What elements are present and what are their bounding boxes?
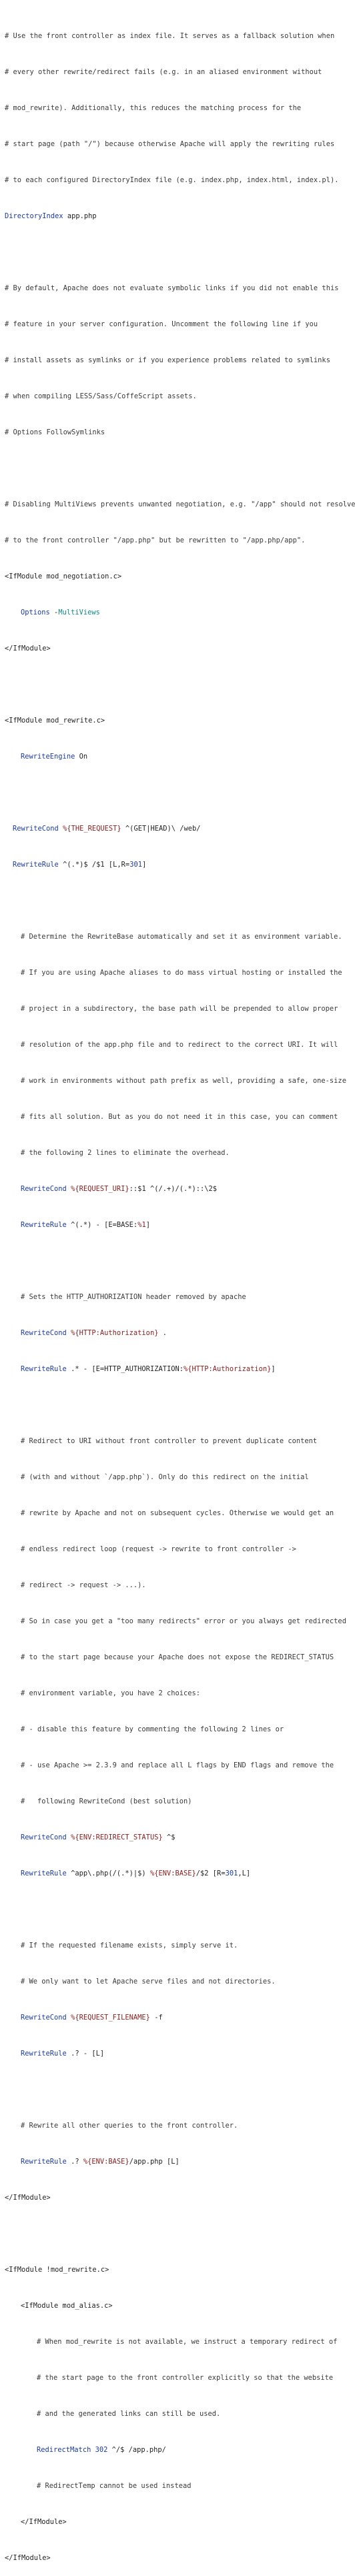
blank-line xyxy=(5,2228,347,2240)
directive-keyword: RewriteRule xyxy=(13,861,59,869)
comment-line: # Options FollowSymlinks xyxy=(5,428,105,436)
directive-keyword: RewriteEngine xyxy=(21,753,75,761)
directive-keyword: RewriteCond xyxy=(13,825,59,833)
directive-keyword: RedirectMatch xyxy=(37,2446,91,2454)
directive-line xyxy=(5,606,347,618)
comment-line: # when compiling LESS/Sass/CoffeScript assets. xyxy=(5,392,197,400)
blank-line xyxy=(5,1399,347,1411)
directive-keyword: RewriteCond xyxy=(21,2014,67,2022)
comment-line: # When mod_rewrite is not available, we instruct a temporary redirect of xyxy=(37,2338,338,2346)
comment-line: # - disable this feature by commenting the following 2 lines or xyxy=(21,1725,284,1733)
blank-line xyxy=(5,246,347,258)
blank-line xyxy=(5,1255,347,1267)
comment-line: # Redirect to URI without front controller to prevent duplicate content xyxy=(21,1437,318,1445)
directive-line xyxy=(5,1831,347,1843)
directive-argument: ^(GET|HEAD)\ /web/ xyxy=(121,825,201,833)
directive-line xyxy=(5,2048,347,2060)
ifmodule-open-tag: <IfModule mod_negotiation.c> xyxy=(5,572,122,580)
directive-argument: ,L] xyxy=(238,1869,251,1877)
directive-line xyxy=(5,210,347,222)
comment-line: # rewrite by Apache and not on subsequent cycles. Otherwise we would get an xyxy=(21,1509,334,1517)
comment-line: # resolution of the app.php file and to redirect to the correct URI. It will xyxy=(21,1041,338,1049)
directive-argument: ^$ xyxy=(162,1833,175,1841)
comment-line: # So in case you get a "too many redirects" error or you always get redirected xyxy=(21,1617,346,1625)
directive-line xyxy=(5,1183,347,1195)
directive-keyword: RewriteRule xyxy=(21,2158,67,2166)
status-code: 302 xyxy=(91,2446,108,2454)
ifmodule-close-tag: </IfModule> xyxy=(21,2518,67,2526)
comment-line: # If the requested filename exists, simply serve it. xyxy=(21,1942,238,1950)
directive-argument: /$2 [R= xyxy=(196,1869,226,1877)
comment-line: # environment variable, you have 2 choices: xyxy=(21,1689,200,1697)
comment-line: # feature in your server configuration. Uncomment the following line if you xyxy=(5,320,318,328)
blank-line xyxy=(5,895,347,907)
directive-argument: /app.php [L] xyxy=(129,2158,180,2166)
directive-argument: On xyxy=(75,753,88,761)
ifmodule-open-tag: <IfModule mod_alias.c> xyxy=(21,2302,113,2310)
server-variable: %{ENV:BASE} xyxy=(83,2158,129,2166)
comment-line: # fits all solution. But as you do not need it in this case, you can comment xyxy=(21,1113,338,1121)
comment-line: # Rewrite all other queries to the front controller. xyxy=(21,2122,238,2130)
blank-line xyxy=(5,1903,347,1915)
directive-argument: ] xyxy=(271,1365,276,1373)
ifmodule-open-tag: <IfModule mod_rewrite.c> xyxy=(5,717,105,725)
comment-line: # RedirectTemp cannot be used instead xyxy=(37,2482,192,2490)
directive-argument: . xyxy=(158,1329,167,1337)
blank-line xyxy=(5,787,347,799)
comment-line: # If you are using Apache aliases to do mass virtual hosting or installed the xyxy=(21,969,342,977)
directive-keyword: RewriteCond xyxy=(21,1833,67,1841)
directive-keyword: RewriteRule xyxy=(21,1869,67,1877)
directive-keyword: RewriteCond xyxy=(21,1185,67,1193)
directive-line xyxy=(5,1867,347,1879)
comment-line: # to the start page because your Apache does not expose the REDIRECT_STATUS xyxy=(21,1653,334,1661)
comment-line: # work in environments without path prefix as well, providing a safe, one-size xyxy=(21,1077,346,1085)
comment-line: # redirect -> request -> ...). xyxy=(21,1581,146,1589)
ifmodule-close-tag: </IfModule> xyxy=(5,2194,51,2202)
directive-argument: - xyxy=(49,608,59,616)
comment-line: # - use Apache >= 2.3.9 and replace all L flags by END flags and remove the xyxy=(21,1761,334,1769)
directive-line xyxy=(5,2012,347,2024)
directive-line xyxy=(5,1363,347,1375)
ifmodule-open-tag: <IfModule !mod_rewrite.c> xyxy=(5,2266,109,2274)
comment-line: # Disabling MultiViews prevents unwanted negotiation, e.g. "/app" should not resolve xyxy=(5,500,355,508)
directive-value: MultiViews xyxy=(58,608,100,616)
directive-argument: .? xyxy=(66,2158,83,2166)
comment-line: # project in a subdirectory, the base path will be prepended to allow proper xyxy=(21,1005,338,1013)
server-variable: %{REQUEST_URI} xyxy=(66,1185,129,1193)
comment-line: # to the front controller "/app.php" but be rewritten to "/app.php/app". xyxy=(5,536,306,544)
directive-line xyxy=(5,2444,347,2456)
server-variable: %{ENV:BASE} xyxy=(149,1869,196,1877)
server-variable: %{ENV:REDIRECT_STATUS} xyxy=(66,1833,163,1841)
server-variable: %{HTTP:Authorization} xyxy=(184,1365,272,1373)
comment-line: # and the generated links can still be used. xyxy=(37,2410,221,2418)
directive-argument: -f xyxy=(149,2014,163,2022)
comment-line: # every other rewrite/redirect fails (e.g. in an aliased environment without xyxy=(5,68,322,76)
comment-line: # endless redirect loop (request -> rewrite to front controller -> xyxy=(21,1545,296,1553)
directive-argument: ] xyxy=(141,861,147,869)
server-variable: %{THE_REQUEST} xyxy=(58,825,121,833)
status-code: 301 xyxy=(225,1869,238,1877)
blank-line xyxy=(5,2084,347,2096)
directive-keyword: RewriteRule xyxy=(21,1221,67,1229)
comment-line: # Determine the RewriteBase automatically and set it as environment variable. xyxy=(21,933,342,941)
comment-line: # We only want to let Apache serve files and not directories. xyxy=(21,1978,276,1986)
blank-line xyxy=(5,679,347,691)
directive-keyword: RewriteRule xyxy=(21,2050,67,2058)
directive-line xyxy=(5,751,347,763)
comment-line: # Sets the HTTP_AUTHORIZATION header removed by apache xyxy=(21,1293,246,1301)
server-variable: %{HTTP:Authorization} xyxy=(66,1329,159,1337)
comment-line: # mod_rewrite). Additionally, this reduces the matching process for the xyxy=(5,104,302,112)
comment-line: # the start page to the front controller explicitly so that the website xyxy=(37,2374,334,2382)
directive-argument: ] xyxy=(145,1221,150,1229)
directive-line xyxy=(5,1219,347,1231)
server-variable: %{REQUEST_FILENAME} xyxy=(66,2014,150,2022)
comment-line: # (with and without `/app.php`). Only do this redirect on the initial xyxy=(21,1473,309,1481)
comment-line: # Use the front controller as index file. It serves as a fallback solution when xyxy=(5,32,335,40)
comment-line: # the following 2 lines to eliminate the overhead. xyxy=(21,1149,230,1157)
directive-line xyxy=(5,859,347,871)
directive-argument: ^app\.php(/(.*)|$) xyxy=(66,1869,150,1877)
comment-line: # start page (path "/") because otherwise Apache will apply the rewriting rules xyxy=(5,140,335,148)
ifmodule-close-tag: </IfModule> xyxy=(5,2554,51,2562)
directive-argument: .? - [L] xyxy=(66,2050,105,2058)
directive-argument: .* - [E=HTTP_AUTHORIZATION: xyxy=(66,1365,184,1373)
comment-line: # to each configured DirectoryIndex file (e.g. index.php, index.html, index.pl). xyxy=(5,176,339,184)
comment-line: # install assets as symlinks or if you experience problems related to symlinks xyxy=(5,356,330,364)
directive-keyword: RewriteCond xyxy=(21,1329,67,1337)
directive-line xyxy=(5,1327,347,1339)
directive-line xyxy=(5,2156,347,2168)
directive-argument: ::$1 ^(/.+)/(.*)::\2$ xyxy=(129,1185,218,1193)
blank-line xyxy=(5,462,347,474)
directive-argument: ^(.*)$ /$1 [L,R= xyxy=(58,861,130,869)
status-code: 301 xyxy=(129,861,142,869)
directive-argument: ^(.*) - [E=BASE: xyxy=(66,1221,138,1229)
comment-line: # following RewriteCond (best solution) xyxy=(21,1797,192,1805)
directive-argument: app.php xyxy=(63,212,97,220)
ifmodule-close-tag: </IfModule> xyxy=(5,645,51,653)
comment-line: # By default, Apache does not evaluate symbolic links if you did not enable this xyxy=(5,284,339,292)
directive-keyword: DirectoryIndex xyxy=(5,212,63,220)
directive-keyword: RewriteRule xyxy=(21,1365,67,1373)
directive-line xyxy=(5,823,347,835)
directive-keyword: Options xyxy=(21,608,50,616)
directive-argument: ^/$ /app.php/ xyxy=(107,2446,166,2454)
server-variable: %1 xyxy=(137,1221,146,1229)
